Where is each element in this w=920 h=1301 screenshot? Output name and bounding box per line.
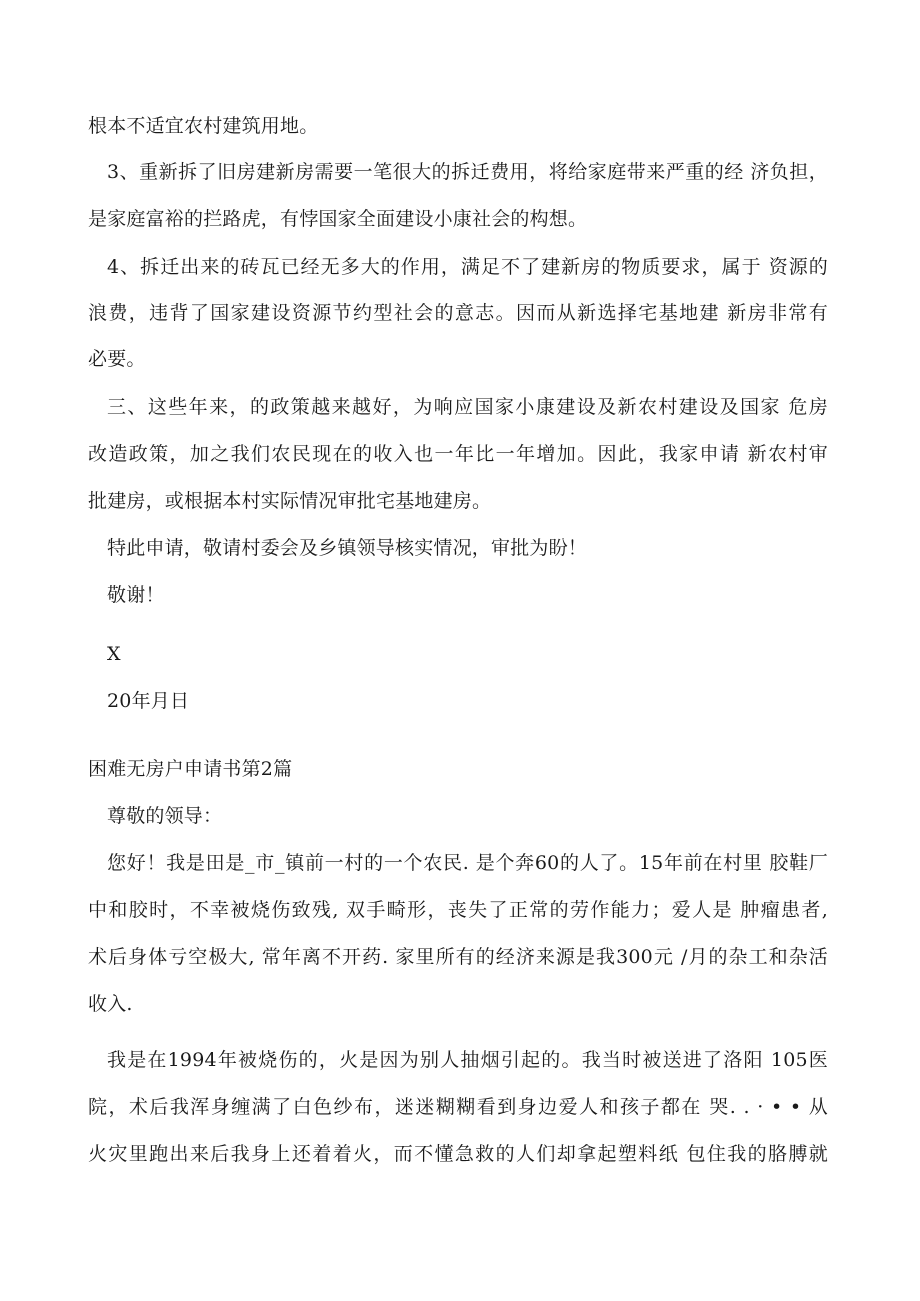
paragraph-line: 术后身体亏空极大, 常年离不开药. 家里所有的经济来源是我300元 /月的杂工和杂活 <box>88 946 828 968</box>
paragraph-line: 3、重新拆了旧房建新房需要一笔很大的拆迁费用，将给家庭带来严重的经 济负担， <box>107 161 828 183</box>
paragraph-line: 院，术后我浑身缠满了白色纱布，迷迷糊糊看到身边爱人和孩子都在 哭. . · • • 从 <box>88 1096 828 1118</box>
paragraph-line: 改造政策，加之我们农民现在的收入也一年比一年增加。因此，我家申请 新农村审 <box>88 443 828 465</box>
paragraph-line: 批建房，或根据本村实际情况审批宅基地建房。 <box>88 490 492 512</box>
paragraph-line: 是家庭富裕的拦路虎，有悖国家全面建设小康社会的构想。 <box>88 208 588 230</box>
paragraph-line: 中和胶时，不幸被烧伤致残, 双手畸形，丧失了正常的劳作能力；爱人是 肿瘤患者, <box>88 899 828 921</box>
paragraph-line: 我是在1994年被烧伤的，火是因为别人抽烟引起的。我当时被送进了洛阳 105医 <box>107 1049 828 1071</box>
paragraph-line: 三、这些年来，的政策越来越好，为响应国家小康建设及新农村建设及国家 危房 <box>107 396 828 418</box>
signature-name: X <box>107 643 121 665</box>
paragraph-line: 4、拆迁出来的砖瓦已经无多大的作用，满足不了建新房的物质要求，属于 资源的 <box>107 256 828 278</box>
signature-date: 20年月日 <box>107 690 190 712</box>
salutation: 尊敬的领导： <box>107 805 223 827</box>
paragraph-line: 您好！我是田是_市_镇前一村的一个农民. 是个奔60的人了。15年前在村里 胶鞋厂 <box>107 852 828 874</box>
paragraph-line: 根本不适宜农村建筑用地。 <box>88 115 319 137</box>
paragraph-line: 收入. <box>88 993 133 1015</box>
paragraph-line: 必要。 <box>88 348 146 370</box>
closing-thanks: 敬谢！ <box>107 584 165 606</box>
section-title: 困难无房户申请书第2篇 <box>88 758 293 780</box>
paragraph-line: 特此申请，敬请村委会及乡镇领导核实情况，审批为盼！ <box>107 537 588 559</box>
paragraph-line: 火灾里跑出来后我身上还着着火，而不懂急救的人们却拿起塑料纸 包住我的胳膊就 <box>88 1143 828 1165</box>
paragraph-line: 浪费，违背了国家建设资源节约型社会的意志。因而从新选择宅基地建 新房非常有 <box>88 302 828 324</box>
